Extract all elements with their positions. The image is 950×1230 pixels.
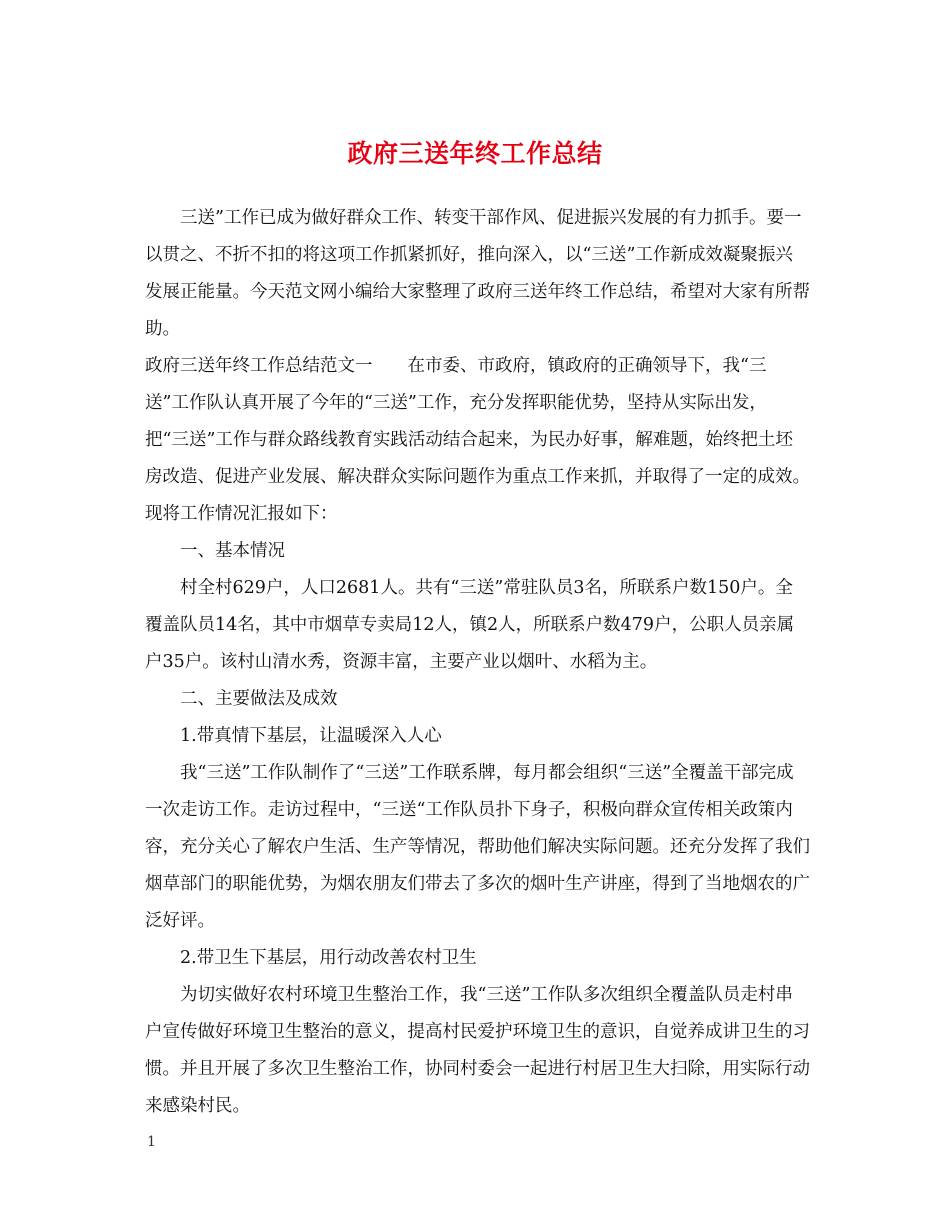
paragraph-visits: 我“三送”工作队制作了“三送”工作联系牌，每月都会组织“三送”全覆盖干部完成一次走访工作。走访过程中，“三送“工作队员扑下身子，积极向群众宣传相关政策内容，充分关心了解农户生活、生产等情况，帮助他们解决实际问题。还充分发挥了我们烟草部门的职能优势，为烟农朋友们带去了多次的烟叶生产讲座，得到了当地烟农的广泛好评。 xyxy=(145,763,810,931)
paragraph-sample-one: 政府三送年终工作总结范文一 在市委、市政府，镇政府的正确领导下，我“三送”工作队认真开展了今年的“三送”工作，充分发挥职能优势，坚持从实际出发，把“三送”工作与群众路线教育实践活动结合起来，为民办好事，解难题，始终把土坯房改造、促进产业发展、解决群众实际问题作为重点工作来抓，并取得了一定的成效。现将工作情况汇报如下： xyxy=(145,356,810,524)
subheading-2: 2.带卫生下基层，用行动改善农村卫生 xyxy=(180,948,477,968)
subheading-1: 1.带真情下基层，让温暖深入人心 xyxy=(180,726,442,746)
document-title: 政府三送年终工作总结 xyxy=(347,139,603,168)
heading-main-practices: 二、主要做法及成效 xyxy=(180,689,338,709)
document-body xyxy=(145,200,810,1125)
heading-basic-situation: 一、基本情况 xyxy=(180,541,285,561)
page-number: 1 xyxy=(147,1134,156,1150)
paragraph-sanitation: 为切实做好农村环境卫生整治工作，我“三送”工作队多次组织全覆盖队员走村串户宣传做好环境卫生整治的意义，提高村民爱护环境卫生的意识，自觉养成讲卫生的习惯。并且开展了多次卫生整治工作，协同村委会一起进行村居卫生大扫除，用实际行动来感染村民。 xyxy=(145,985,810,1116)
paragraph-intro: 三送”工作已成为做好群众工作、转变干部作风、促进振兴发展的有力抓手。要一以贯之、不折不扣的将这项工作抓紧抓好，推向深入，以“三送”工作新成效凝聚振兴发展正能量。今天范文网小编给大家整理了政府三送年终工作总结，希望对大家有所帮助。 xyxy=(145,208,810,339)
paragraph-village-info: 村全村629户，人口2681人。共有“三送”常驻队员3名，所联系户数150户。全覆盖队员14名，其中市烟草专卖局12人，镇2人，所联系户数479户，公职人员亲属户35户。该村山清水秀，资源丰富，主要产业以烟叶、水稻为主。 xyxy=(145,578,795,672)
